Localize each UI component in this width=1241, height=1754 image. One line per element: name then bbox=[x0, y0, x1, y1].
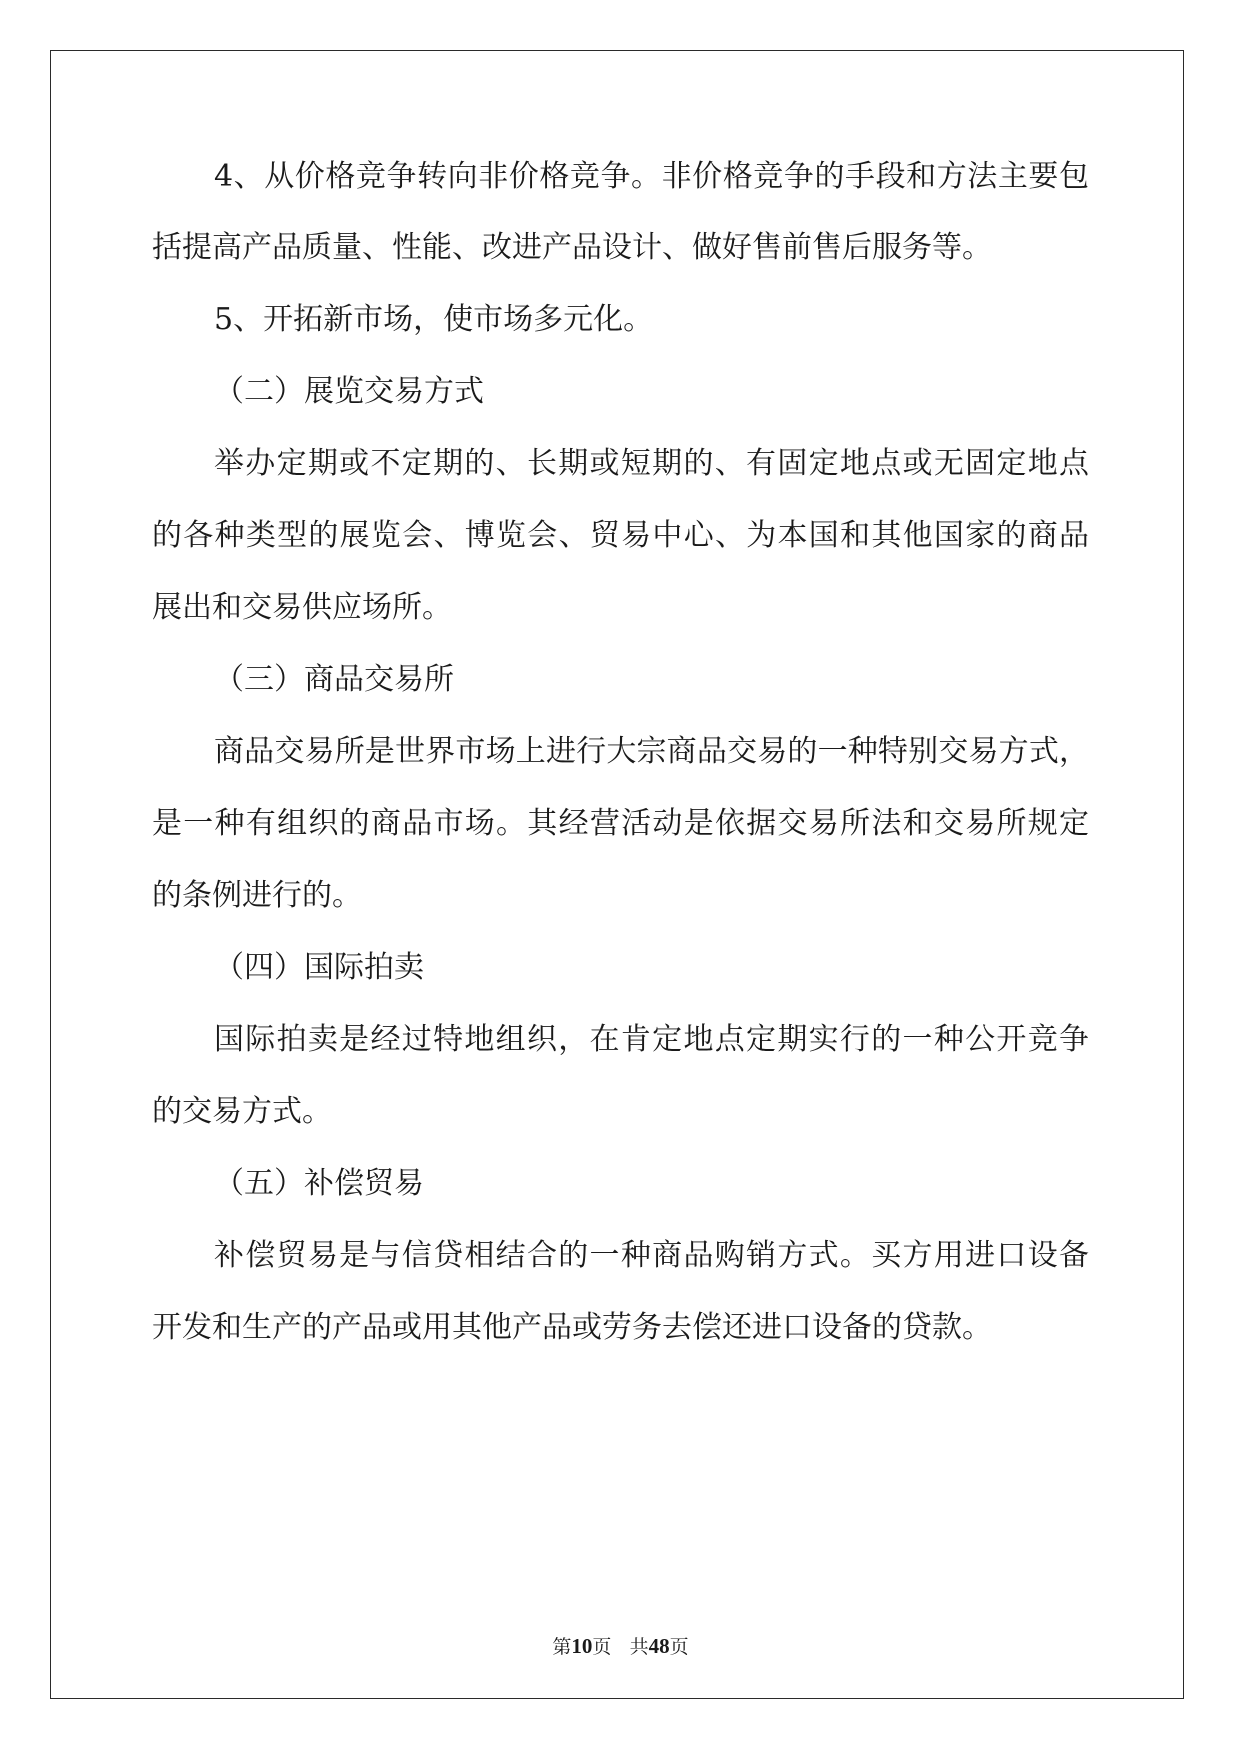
page-footer bbox=[0, 1632, 1241, 1659]
paragraph-line: 括提高产品质量、性能、改进产品设计、做好售前售后服务等。 bbox=[152, 230, 992, 265]
paragraph-line: 的各种类型的展览会、博览会、贸易中心、为本国和其他国家的商品 bbox=[152, 518, 1089, 553]
paragraph-line: 展出和交易供应场所。 bbox=[152, 590, 452, 625]
paragraph-line: 商品交易所是世界市场上进行大宗商品交易的一种特别交易方式， bbox=[214, 734, 1089, 769]
footer-prefix: 第 bbox=[552, 1636, 572, 1658]
footer-total-label: 页 bbox=[669, 1636, 689, 1658]
footer-page-label: 页 bbox=[592, 1636, 612, 1658]
paragraph-line: 举办定期或不定期的、长期或短期的、有固定地点或无固定地点 bbox=[214, 446, 1089, 481]
paragraph-line: 国际拍卖是经过特地组织，在肯定地点定期实行的一种公开竞争 bbox=[214, 1022, 1089, 1057]
paragraph-line: 补偿贸易是与信贷相结合的一种商品购销方式。买方用进口设备 bbox=[214, 1238, 1089, 1273]
paragraph-line: 5、开拓新市场，使市场多元化。 bbox=[214, 302, 654, 337]
paragraph-line: 的条例进行的。 bbox=[152, 878, 362, 913]
section-heading: （二）展览交易方式 bbox=[214, 374, 484, 409]
paragraph-line: 是一种有组织的商品市场。其经营活动是依据交易所法和交易所规定 bbox=[152, 806, 1089, 841]
section-heading: （四）国际拍卖 bbox=[214, 950, 424, 985]
section-heading: （五）补偿贸易 bbox=[214, 1166, 424, 1201]
paragraph-line: 4、从价格竞争转向非价格竞争。非价格竞争的手段和方法主要包 bbox=[214, 159, 1089, 194]
total-pages-number: 48 bbox=[648, 1634, 670, 1658]
paragraph-line: 的交易方式。 bbox=[152, 1094, 332, 1129]
current-page-number: 10 bbox=[571, 1634, 593, 1658]
footer-total-prefix: 共 bbox=[629, 1636, 649, 1658]
section-heading: （三）商品交易所 bbox=[214, 662, 454, 697]
paragraph-line: 开发和生产的产品或用其他产品或劳务去偿还进口设备的贷款。 bbox=[152, 1310, 992, 1345]
